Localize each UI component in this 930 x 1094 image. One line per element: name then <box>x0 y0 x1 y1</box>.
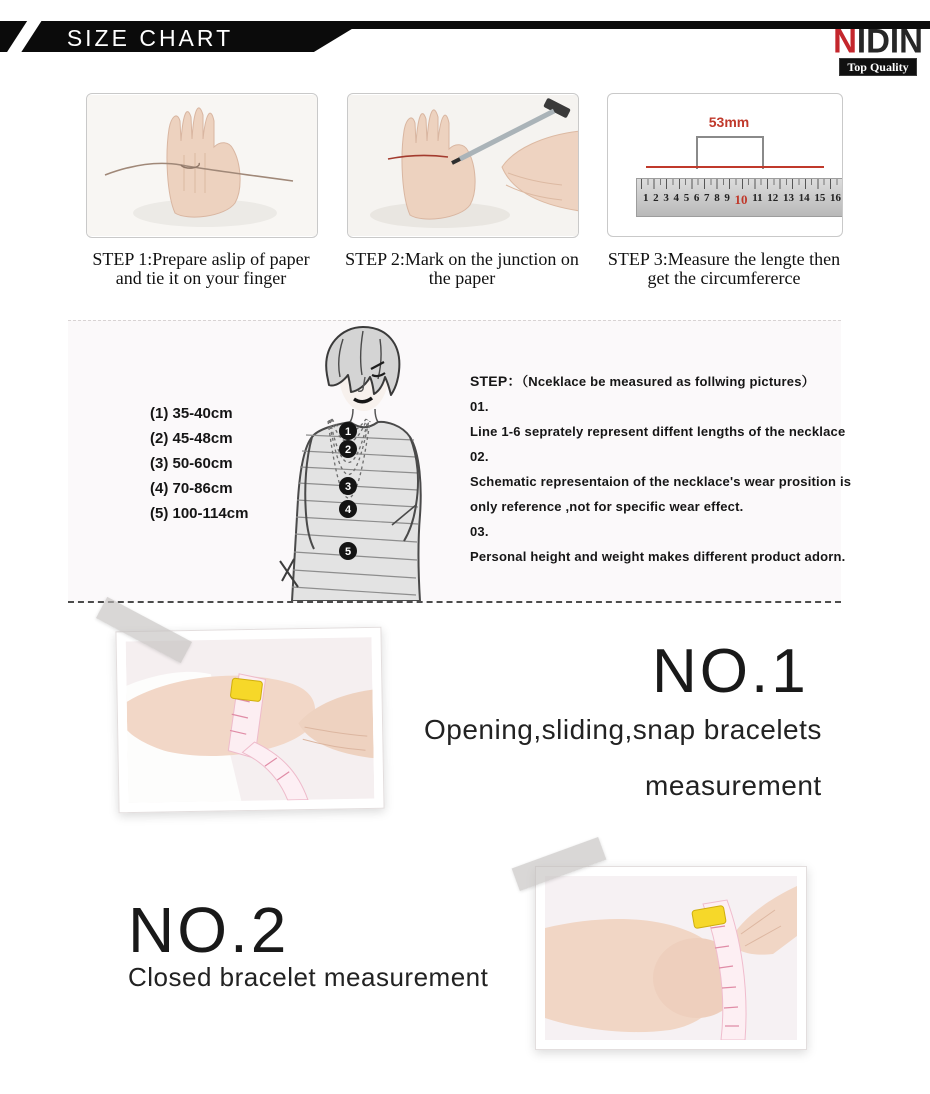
necklace-size-item: (4) 70-86cm <box>150 480 233 497</box>
ruler-tick-marks <box>641 179 843 189</box>
step2-hand-pen-illustration <box>348 94 578 237</box>
measure-bracket <box>696 136 764 169</box>
brand-logo-word <box>828 23 928 58</box>
marker-number: 1 <box>344 426 352 438</box>
necklace-size-item: (1) 35-40cm <box>150 405 233 422</box>
ruler-tick: 4 <box>673 192 680 204</box>
step2-caption <box>337 250 587 288</box>
tape-clasp <box>230 678 262 702</box>
step2-caption-line2: the paper <box>428 268 496 288</box>
sketch-hair <box>326 327 399 395</box>
measure-red-line <box>646 166 824 168</box>
step1-photo <box>86 93 318 238</box>
necklace-notes <box>470 369 870 569</box>
no2-hand-measure-illustration <box>545 876 797 1040</box>
step2-photo <box>347 93 579 238</box>
note-text: Personal height and weight makes different product adorn. <box>470 549 846 564</box>
ruler-tick: 9 <box>724 192 730 204</box>
no2-subtitle: Closed bracelet measurement <box>128 962 489 992</box>
marker-number: 2 <box>344 444 352 456</box>
no1-wrist-measure-illustration <box>126 637 375 803</box>
ruler-tick: 5 <box>683 192 690 204</box>
no1-subtitle-line1: Opening,sliding,snap bracelets <box>424 714 822 745</box>
no1-subtitle-line2: measurement <box>645 770 822 801</box>
step2-caption-line1: STEP 2:Mark on the junction on <box>345 249 579 269</box>
step1-caption-line2: and tie it on your finger <box>115 268 287 288</box>
ruler-tick: 13 <box>782 192 794 204</box>
no2-title: NO.2 <box>128 894 290 966</box>
necklace-step-line <box>470 369 870 394</box>
marker-number: 3 <box>344 481 352 493</box>
step1-caption <box>76 250 326 288</box>
ruler-tick: 12 <box>767 192 779 204</box>
ruler-tick: 14 <box>798 192 810 204</box>
step3-caption-line2: get the circumfererce <box>647 268 801 288</box>
ruler-tick: 7 <box>704 192 710 204</box>
no2-photo <box>535 866 807 1050</box>
necklace-size-item: (2) 45-48cm <box>150 430 233 447</box>
step3-caption <box>597 250 851 288</box>
note-text: Schematic representaion of the necklace's wear prosition is only reference ,not for specific wear effect. <box>470 474 852 514</box>
marker-number: 5 <box>344 546 352 558</box>
necklace-model-sketch <box>268 319 458 601</box>
ruler-tick: 6 <box>693 192 700 204</box>
ruler-tick: 2 <box>653 192 659 204</box>
brand-logo-rest: IDIN <box>856 21 923 60</box>
brand-logo <box>828 21 928 76</box>
necklace-length-box <box>68 320 852 603</box>
step3-ruler-panel <box>607 93 843 237</box>
ruler-tick-highlighted: 10 <box>734 192 748 207</box>
ruler-tick: 11 <box>752 192 763 204</box>
step1-caption-line1: STEP 1:Prepare aslip of paper <box>92 249 310 269</box>
step1-hand-illustration <box>87 94 317 237</box>
no1-title: NO.1 <box>652 637 809 706</box>
brand-logo-initial: N <box>833 21 857 60</box>
ruler-tick: 3 <box>663 192 669 204</box>
necklace-step-label: STEP： <box>470 373 522 389</box>
page-title: SIZE CHART <box>66 25 234 51</box>
marker-number: 4 <box>344 504 352 516</box>
step3-caption-line1: STEP 3:Measure the lengte then <box>607 249 841 269</box>
ruler-tick: 15 <box>814 192 826 204</box>
note-number: 03. <box>470 524 489 539</box>
note-number: 02. <box>470 449 489 464</box>
ruler-tick: 8 <box>714 192 720 204</box>
note-text: Line 1-6 seprately represent diffent lengths of the necklace <box>470 424 846 439</box>
brand-quality-badge: Top Quality <box>839 58 916 76</box>
no1-photo <box>115 627 384 814</box>
measure-length-label: 53mm <box>708 114 750 130</box>
ruler-tick: 1 <box>643 192 649 204</box>
necklace-size-item: (5) 100-114cm <box>150 505 249 522</box>
note-number: 01. <box>470 399 489 414</box>
necklace-step-note: （Nceklace be measured as follwing pictures） <box>521 374 815 389</box>
ruler-strip <box>636 178 843 217</box>
necklace-size-list <box>150 401 248 526</box>
ruler-tick: 16 <box>829 192 841 204</box>
ruler-numbers <box>643 192 841 208</box>
necklace-size-item: (3) 50-60cm <box>150 455 233 472</box>
